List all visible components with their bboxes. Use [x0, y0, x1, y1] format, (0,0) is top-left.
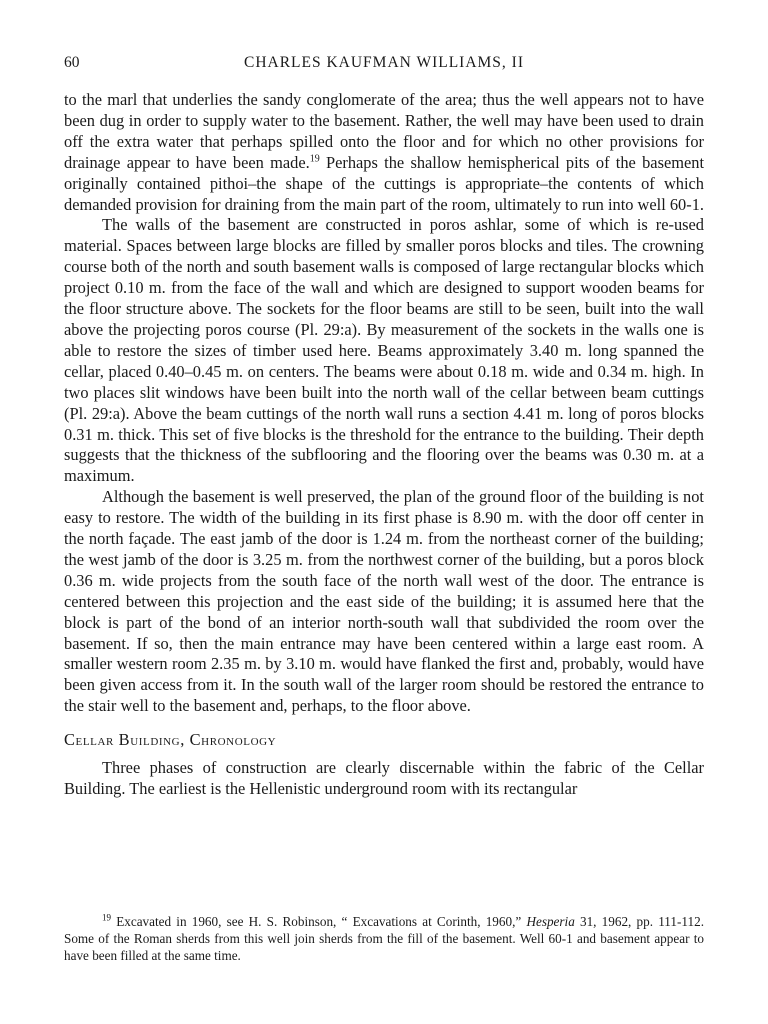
page-number: 60	[64, 54, 80, 71]
section-paragraph: Three phases of construction are clearly discernable within the fabric of the Cellar Building. The earliest is the Hellenistic underground room with its rectangular	[64, 758, 704, 798]
running-title: CHARLES KAUFMAN WILLIAMS, II	[243, 54, 525, 71]
footnote-text-after: 31, 1962, pp. 111-112. Some of the Roman sherds from this well join sherds from the fill of the basement. Well 60-1 and basement appear to have been filled at the same time.	[64, 914, 704, 963]
paragraph-1	[64, 90, 704, 215]
footnote	[64, 913, 704, 964]
paragraph-1-text: to the marl that underlies the sandy conglomerate of the area; thus the well appears not to have been dug in order to supply water to the basement. Rather, the well may have been used to drain off the extra water that perhaps spilled onto the floor and for which no other provisions for drainage appear to have been made.	[64, 90, 704, 172]
paragraph-2: The walls of the basement are constructed in poros ashlar, some of which is re-used material. Spaces between large blocks are filled by smaller poros blocks and tiles. The crowning course both of the north and south basement walls is composed of large rectangular blocks which project 0.10 m. from the face of the wall and which are designed to support wooden beams for the floor structure above. The sockets for the floor beams are still to be seen, built into the wall above the projecting poros course (Pl. 29:a). By measurement of the sockets in the walls one is able to restore the sizes of timber used here. Beams approximately 3.40 m. long spanned the cellar, placed 0.40–0.45 m. on centers. The beams were about 0.18 m. wide and 0.34 m. high. In two places slit windows have been built into the north wall of the cellar between beam cuttings (Pl. 29:a). Above the beam cuttings of the north wall runs a section 4.41 m. long of poros blocks 0.31 m. thick. This set of five blocks is the threshold for the entrance to the building. Their depth suggests that the thickness of the subflooring and the flooring over the beams was 0.30 m. at a maximum.	[64, 215, 704, 486]
footnote-reference: 19	[309, 153, 320, 165]
footnote-text	[64, 913, 704, 964]
footnote-text-before: Excavated in 1960, see H. S. Robinson, “ Excavations at Corinth, 1960,”	[111, 914, 527, 929]
paragraph-3: Although the basement is well preserved, the plan of the ground floor of the building is not easy to restore. The width of the building in its first phase is 8.90 m. with the door off center in the north façade. The east jamb of the door is 1.24 m. from the northeast corner of the building; the west jamb of the door is 3.25 m. from the northwest corner of the building, but a poros block 0.36 m. wide projects from the south face of the north wall west of the door. The entrance is centered between this projection and the east side of the building; it is assumed here that the block is part of the bond of an interior north-south wall that subdivided the room over the basement. If so, then the main entrance may have been centered within a large east room. A smaller western room 2.35 m. by 3.10 m. would have flanked the first and, probably, would have been given access from it. In the south wall of the larger room should be restored the entrance to the stair well to the basement and, perhaps, to the floor above.	[64, 487, 704, 716]
footnote-number: 19	[102, 912, 111, 923]
footnote-journal: Hesperia	[526, 914, 575, 929]
section-heading: Cellar Building, Chronology	[64, 730, 277, 750]
running-head	[64, 54, 704, 76]
body-text	[64, 90, 704, 800]
paragraph-1-continued: Perhaps the shallow hemispherical pits of the basement originally contained pithoi–the shape of the cuttings is appropriate–the contents of which demanded provision for draining from the main part of the room, ultimately to run into well 60-1.	[64, 152, 705, 214]
